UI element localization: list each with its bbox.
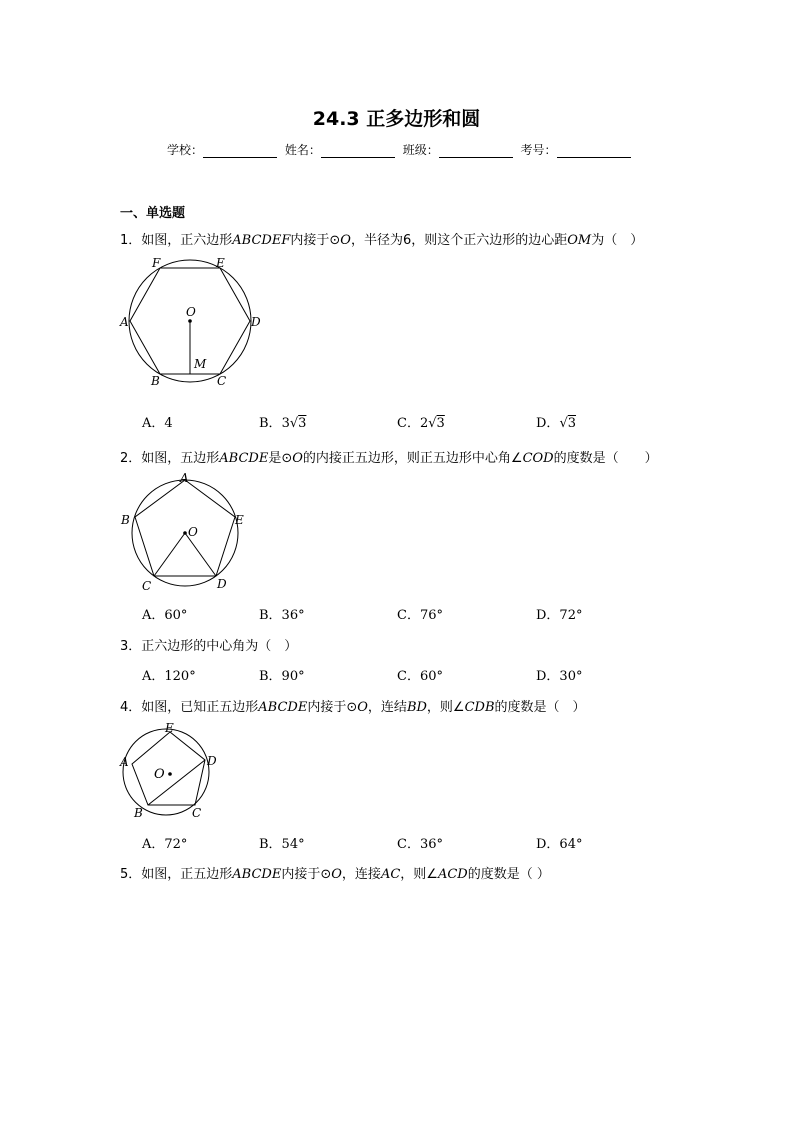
- label-C: C: [192, 806, 202, 820]
- q3-option-a[interactable]: A．120°: [142, 669, 196, 684]
- question-1: [120, 229, 643, 248]
- question-text: ，连结: [367, 700, 407, 715]
- q1-option-c[interactable]: [397, 412, 445, 431]
- coef: 3: [281, 416, 290, 431]
- student-info: [167, 141, 635, 158]
- label-B: B: [121, 513, 130, 527]
- question-number: 5．: [120, 867, 142, 882]
- radicand: 3: [436, 416, 445, 431]
- question-text: 的内接正五边形，则正五边形中心角∠: [302, 451, 523, 466]
- q1-option-a[interactable]: A．4: [142, 416, 173, 431]
- label-D: D: [207, 754, 217, 768]
- question-text: ，连接: [341, 867, 381, 882]
- q2-option-c[interactable]: C．76°: [397, 608, 443, 623]
- question-text: 如图，正五边形: [141, 867, 233, 882]
- label-E: E: [216, 256, 225, 270]
- question-text: 正六边形的中心角为（ ）: [141, 639, 298, 654]
- question-text: 内接于⊙: [307, 700, 358, 715]
- name-blank: [321, 145, 395, 158]
- label-D: D: [217, 577, 227, 591]
- label-B: B: [134, 806, 143, 820]
- label-O: O: [154, 767, 165, 782]
- label-O: O: [188, 525, 198, 539]
- q3-option-c[interactable]: C．60°: [397, 669, 443, 684]
- number-label: 考号：: [520, 143, 557, 157]
- label-A: A: [120, 315, 129, 329]
- coef: 2: [419, 416, 429, 431]
- math-var: O: [357, 700, 368, 715]
- question-text: 如图，已知正五边形: [141, 700, 259, 715]
- question-3: [120, 635, 297, 654]
- label-C: C: [217, 374, 227, 388]
- math-var: O: [340, 233, 351, 248]
- question-number: 1．: [120, 233, 142, 248]
- label-D: D: [251, 315, 261, 329]
- label-A: A: [120, 755, 129, 769]
- math-var: BD: [406, 700, 427, 715]
- sqrt-expr: 3√3: [281, 416, 307, 431]
- q4-option-d[interactable]: D．64°: [536, 837, 583, 852]
- q2-option-b[interactable]: B．36°: [259, 608, 305, 623]
- label-E: E: [165, 721, 174, 735]
- radicand: 3: [298, 416, 307, 431]
- section-heading: 一、单选题: [120, 206, 186, 221]
- q1-option-d[interactable]: [536, 412, 576, 431]
- sqrt-expr: 2√3: [419, 416, 445, 431]
- question-text: 是⊙: [268, 451, 293, 466]
- school-blank: [203, 145, 277, 158]
- class-label: 班级：: [402, 143, 439, 157]
- radicand: 3: [567, 416, 577, 431]
- pentagon-figure-q4: [118, 718, 228, 823]
- question-text: 内接于⊙: [290, 233, 341, 248]
- question-text: ，则∠: [426, 700, 465, 715]
- q2-option-a[interactable]: A．60°: [142, 608, 188, 623]
- number-blank: [557, 145, 631, 158]
- math-var: O: [292, 451, 303, 466]
- label-A: A: [180, 471, 189, 485]
- math-var: OM: [567, 233, 592, 248]
- question-text: 的度数是（ ）: [467, 867, 550, 882]
- question-text: 如图，五边形: [141, 451, 220, 466]
- label-F: F: [152, 256, 161, 270]
- q4-option-c[interactable]: C．36°: [397, 837, 443, 852]
- sqrt-expr: √3: [559, 416, 577, 431]
- label-M: M: [194, 357, 207, 371]
- question-5: [120, 863, 550, 882]
- math-var: AC: [380, 867, 401, 882]
- question-text: 内接于⊙: [281, 867, 332, 882]
- question-text: ，半径为6，则这个正六边形的边心距: [350, 233, 568, 248]
- q4-option-a[interactable]: A．72°: [142, 837, 188, 852]
- question-text: 的度数是（ ）: [494, 700, 586, 715]
- q2-option-d[interactable]: D．72°: [536, 608, 583, 623]
- school-label: 学校：: [167, 143, 204, 157]
- class-blank: [439, 145, 513, 158]
- label-B: B: [151, 374, 160, 388]
- math-var: ACD: [437, 867, 468, 882]
- question-4: [120, 696, 586, 715]
- page-title: 24.3 正多边形和圆: [312, 108, 481, 130]
- question-text: 为（ ）: [591, 233, 644, 248]
- question-text: ，则∠: [400, 867, 438, 882]
- q4-option-b[interactable]: B．54°: [259, 837, 305, 852]
- name-label: 姓名：: [284, 143, 321, 157]
- option-letter: C．: [397, 416, 420, 431]
- math-var: ABCDE: [232, 867, 282, 882]
- question-text: 如图，正六边形: [141, 233, 233, 248]
- pentagon-figure-q2: [118, 470, 258, 595]
- q3-option-d[interactable]: D．30°: [536, 669, 583, 684]
- math-var: ABCDE: [258, 700, 308, 715]
- label-O: O: [186, 305, 196, 319]
- question-text: 的度数是（ ）: [553, 451, 658, 466]
- math-var: O: [331, 867, 342, 882]
- question-2: [120, 447, 658, 466]
- q1-option-b[interactable]: [259, 412, 306, 431]
- hexagon-figure: [118, 255, 268, 390]
- option-letter: B．: [259, 416, 282, 431]
- label-C: C: [142, 579, 152, 593]
- question-number: 3．: [120, 639, 142, 654]
- math-var: ABCDEF: [232, 233, 291, 248]
- question-number: 2．: [120, 451, 142, 466]
- option-letter: D．: [536, 416, 560, 431]
- label-E: E: [235, 513, 244, 527]
- math-var: ABCDE: [219, 451, 269, 466]
- question-number: 4．: [120, 700, 142, 715]
- math-var: COD: [522, 451, 554, 466]
- q3-option-b[interactable]: B．90°: [259, 669, 305, 684]
- math-var: CDB: [464, 700, 495, 715]
